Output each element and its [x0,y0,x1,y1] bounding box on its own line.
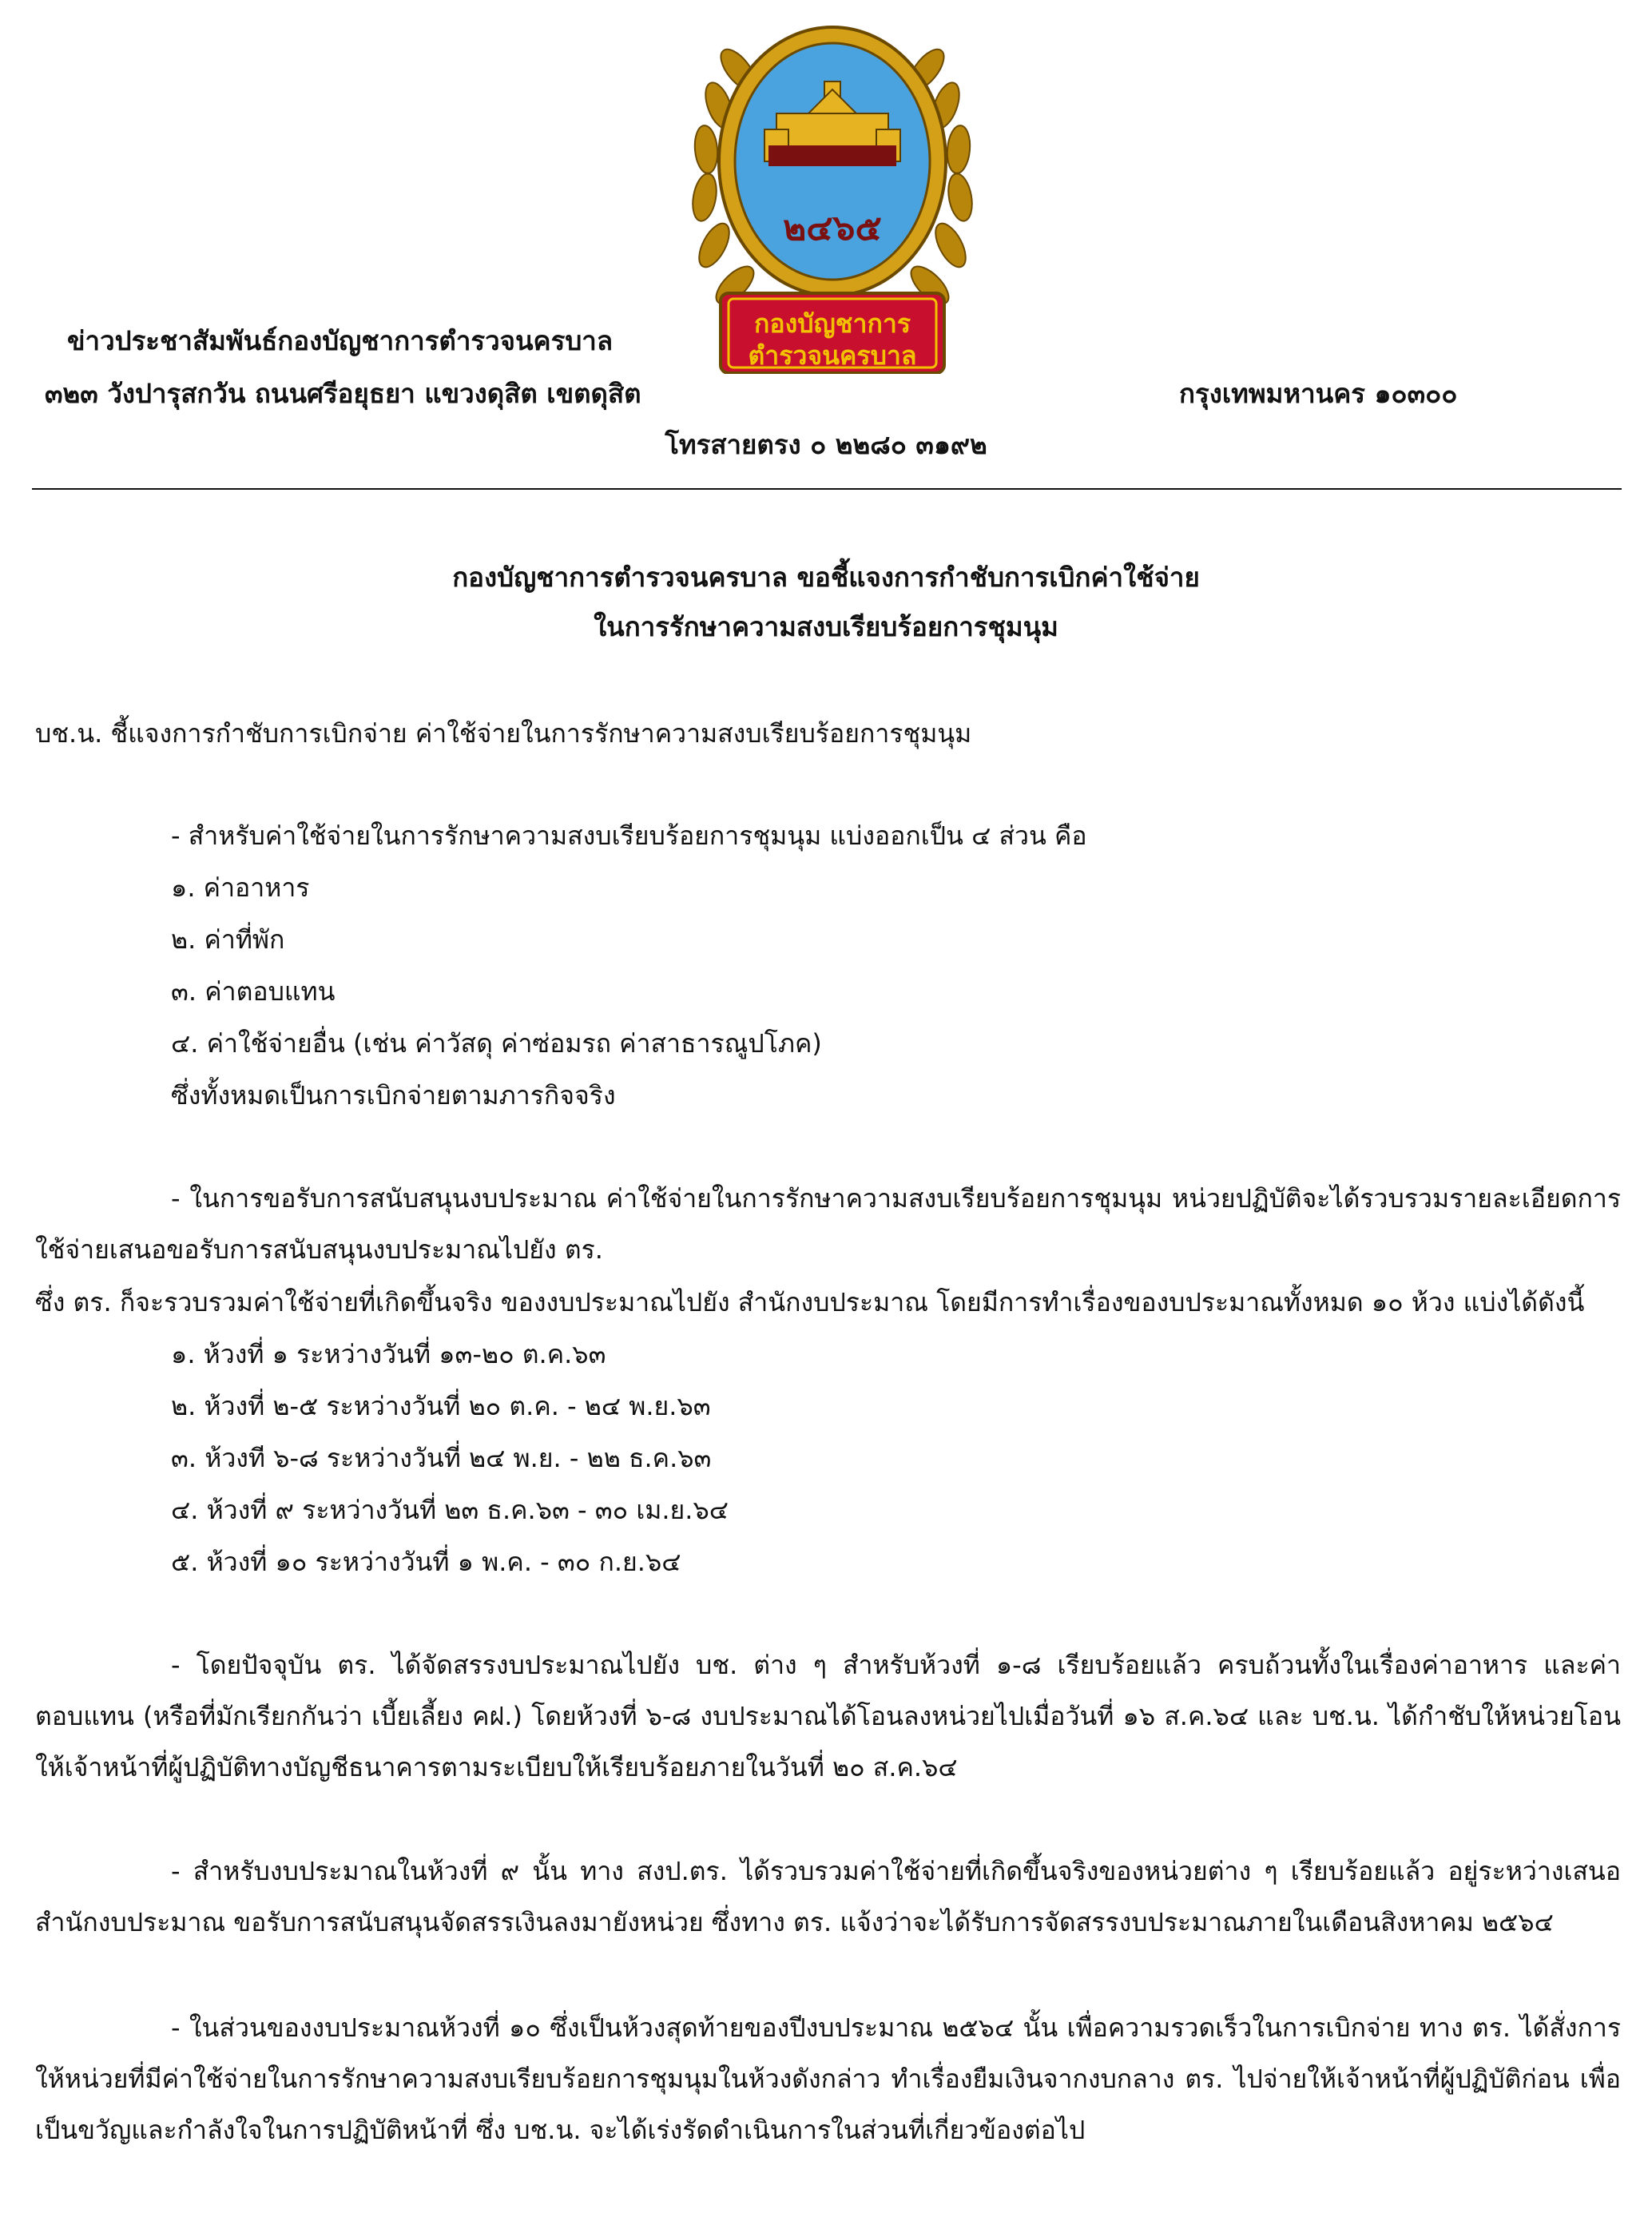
page-title-line1: กองบัญชาการตำรวจนครบาล ขอชี้แจงการกำชับการเบิกค่าใช้จ่าย [452,562,1200,593]
section2-item: ๑. ห้วงที่ ๑ ระหว่างวันที่ ๑๓-๒๐ ต.ค.๖๓ [171,1339,606,1369]
section2-item: ๒. ห้วงที่ ๒-๕ ระหว่างวันที่ ๒๐ ต.ค. - ๒๔ พ.ย.๖๓ [171,1391,711,1421]
section2-item: ๕. ห้วงที่ ๑๐ ระหว่างวันที่ ๑ พ.ค. - ๓๐ ก.ย.๖๔ [171,1547,681,1577]
section2-paragraph2: ซึ่ง ตร. ก็จะรวบรวมค่าใช้จ่ายที่เกิดขึ้นจริง ของงบประมาณไปยัง สำนักงบประมาณ โดยมีการทำเรื่องของบประมาณทั้งหมด ๑๐ ห้วง แบ่งได้ดังนี้ [35,1287,1585,1317]
phone: โทรสายตรง ๐ ๒๒๘๐ ๓๑๙๒ [665,429,987,460]
org-name: ข่าวประชาสัมพันธ์กองบัญชาการตำรวจนครบาล [67,325,614,356]
logo-number: ๒๔๖๕ [783,208,882,248]
section3-paragraph: - โดยปัจจุบัน ตร. ได้จัดสรรงบประมาณไปยัง บช. ต่าง ๆ สำหรับห้วงที่ ๑-๘ เรียบร้อยแล้ว ครบถ้วนทั้งในเรื่องค่าอาหาร และค่าตอบแทน (หรือที่มักเรียกกันว่า เบี้ยเลี้ยง คฝ.) โดยห้วงที่ ๖-๘ งบประมาณได้โอนลงหน่วยไปเมื่อวันที่ ๑๖ ส.ค.๖๔ และ บช.น. ได้กำชับให้หน่วยโอนให้เจ้าหน้าที่ผู้ปฏิบัติทางบัญชีธนาคารตามระเบียบให้เรียบร้อยภายในวันที่ ๒๐ ส.ค.๖๔ [35,1650,1621,1782]
address: ๓๒๓ วังปารุสกวัน ถนนศรีอยุธยา แขวงดุสิต เขตดุสิต [45,378,641,409]
section2-item: ๔. ห้วงที่ ๙ ระหว่างวันที่ ๒๓ ธ.ค.๖๓ - ๓๐ เม.ย.๖๔ [171,1495,729,1525]
logo-banner-line2: ตำรวจนครบาล [748,340,917,371]
city: กรุงเทพมหานคร ๑๐๓๐๐ [1179,378,1458,409]
section1-item: ๒. ค่าที่พัก [171,924,285,955]
header-divider [32,488,1622,490]
section1-lead: - สำหรับค่าใช้จ่ายในการรักษาความสงบเรียบร้อยการชุมนุม แบ่งออกเป็น ๔ ส่วน คือ [171,820,1087,851]
section4-paragraph: - สำหรับงบประมาณในห้วงที่ ๙ นั้น ทาง สงป.ตร. ได้รวบรวมค่าใช้จ่ายที่เกิดขึ้นจริงของหน่วยต่าง ๆ เรียบร้อยแล้ว อยู่ระหว่างเสนอสำนักงบประมาณ ขอรับการสนับสนุนจัดสรรเงินลงมายังหน่วย ซึ่งทาง ตร. แจ้งว่าจะได้รับการจัดสรรงบประมาณภายในเดือนสิงหาคม ๒๕๖๔ [35,1856,1621,1937]
page-title-line2: ในการรักษาความสงบเรียบร้อยการชุมนุม [594,611,1058,642]
logo-banner-line1: กองบัญชาการ [753,308,911,339]
intro-text: บช.น. ชี้แจงการกำชับการเบิกจ่าย ค่าใช้จ่ายในการรักษาความสงบเรียบร้อยการชุมนุม [35,718,972,749]
section2-paragraph: - ในการขอรับการสนับสนุนงบประมาณ ค่าใช้จ่ายในการรักษาความสงบเรียบร้อยการชุมนุม หน่วยปฏิบัติจะได้รวบรวมรายละเอียดการใช้จ่ายเสนอขอรับการสนับสนุนงบประมาณไปยัง ตร. [35,1183,1621,1265]
police-emblem-logo [689,10,976,374]
section1-item: ๑. ค่าอาหาร [171,872,310,903]
section1-item: ๔. ค่าใช้จ่ายอื่น (เช่น ค่าวัสดุ ค่าซ่อมรถ ค่าสาธารณูปโภค) [171,1028,822,1059]
section5-paragraph: - ในส่วนของงบประมาณห้วงที่ ๑๐ ซึ่งเป็นห้วงสุดท้ายของปีงบประมาณ ๒๕๖๔ นั้น เพื่อความรวดเร็วในการเบิกจ่าย ทาง ตร. ได้สั่งการให้หน่วยที่มีค่าใช้จ่ายในการรักษาความสงบเรียบร้อยการชุมนุมในห้วงดังกล่าว ทำเรื่องยืมเงินจากงบกลาง ตร. ไปจ่ายให้เจ้าหน้าที่ผู้ปฏิบัติก่อน เพื่อเป็นขวัญและกำลังใจในการปฏิบัติหน้าที่ ซึ่ง บช.น. จะได้เร่งรัดดำเนินการในส่วนที่เกี่ยวข้องต่อไป [35,2012,1622,2145]
section2-item: ๓. ห้วงที ๖-๘ ระหว่างวันที่ ๒๔ พ.ย. - ๒๒ ธ.ค.๖๓ [171,1443,712,1473]
section1-closing: ซึ่งทั้งหมดเป็นการเบิกจ่ายตามภารกิจจริง [171,1080,616,1111]
section1-item: ๓. ค่าตอบแทน [171,976,336,1007]
